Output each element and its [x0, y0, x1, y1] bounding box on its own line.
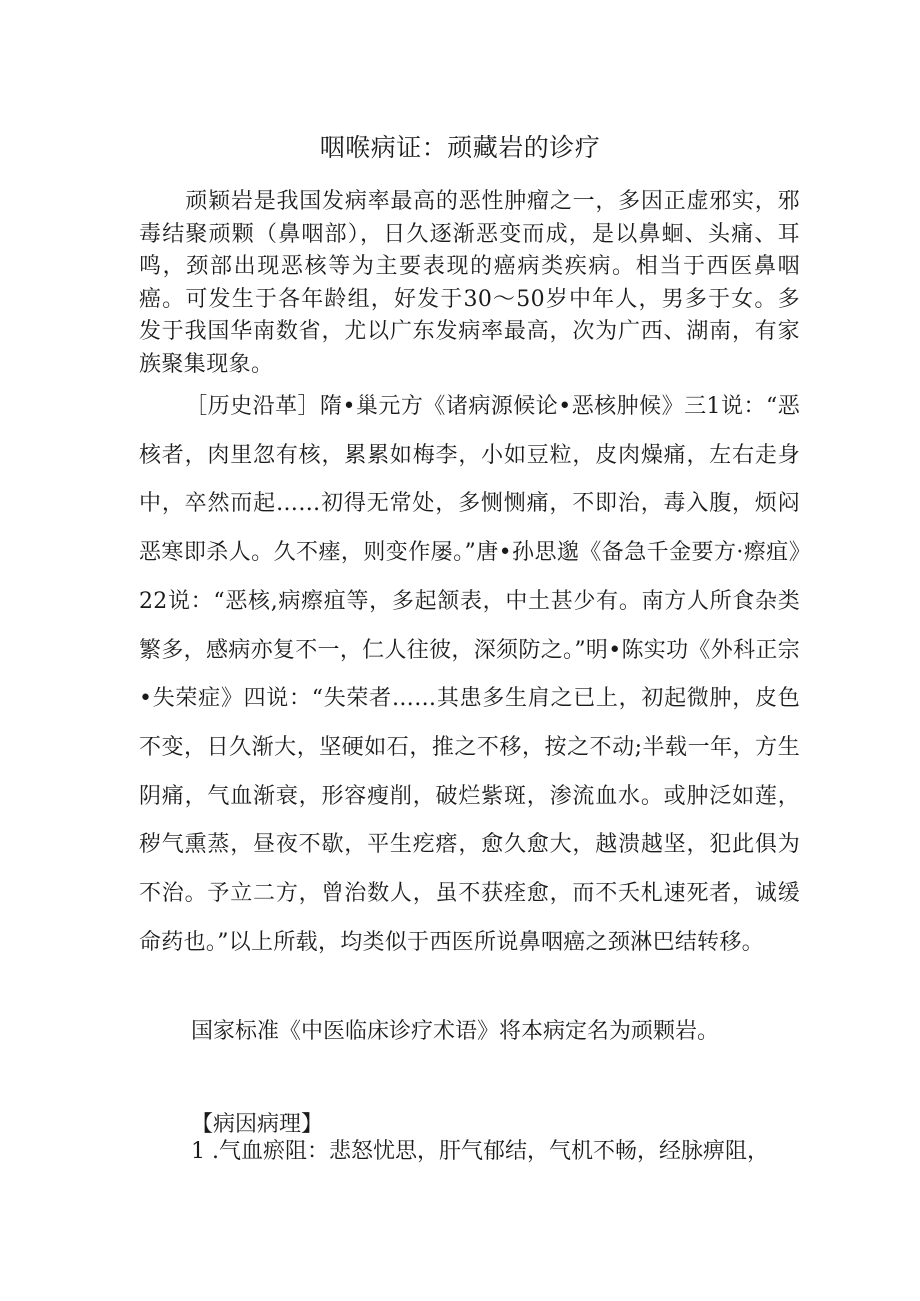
standard-text: 国家标准《中医临床诊疗术语》将本病定名为顽颗岩。 — [191, 1019, 720, 1044]
intro-text: 顽颖岩是我国发病率最高的恶性肿瘤之一，多因正虚邪实，邪毒结聚顽颗（鼻咽部），日久逐渐恶变而成，是以鼻蛔、头痛、耳鸣，颈部出现恶核等为主要表现的癌病类疾病。相当于西医鼻咽癌。可发生于各年龄组，好发于30～50岁中年人，男多于女。多发于我国华南数省，尤以广东发病率最高，次为广西、湖南，有家族聚集现象。 — [139, 189, 800, 377]
cause-item-1-text: 1 .气血瘀阻：悲怒忧思，肝气郁结，气机不畅，经脉痹阻， — [191, 1139, 769, 1164]
cause-item-1 — [139, 1136, 800, 1168]
document-title: 咽喉病证：顽藏岩的诊疗 — [319, 133, 601, 162]
intro-paragraph — [139, 186, 800, 382]
cause-heading-text: 【病因病理】 — [191, 1112, 324, 1137]
history-text: ［历史沿革］隋•巢元方《诸病源候论•恶核肿候》三1说：“恶核者，肉里忽有核，累累如梅李，小如豆粒，皮肉燥痛，左右走身中，卒然而起……初得无常处，多恻恻痛，不即治，毒入腹，烦闷恶寒即杀人。久不瘗，则变作屡。”唐•孙思邈《备急千金要方·瘵疽》22说：“恶核,病瘵疽等，多起颔表，中土甚少有。南方人所食杂类繁多，感病亦复不一，仁人往彼，深须防之。”明•陈实功《外科正宗•失荣症》四说：“失荣者……其患多生肩之已上，初起微肿，皮色不变，日久渐大，坚硬如石，推之不移，按之不动;半载一年，方生阴痛，气血渐衰，形容瘦削，破烂紫斑，渗流血水。或肿泛如莲，秽气熏蒸，昼夜不歇，平生疙瘩，愈久愈大，越溃越坚，犯此俱为不治。予立二方，曾治数人，虽不获痊愈，而不夭札速死者，诚缓命药也。”以上所载，均类似于西医所说鼻咽癌之颈淋巴结转移。 — [139, 394, 800, 955]
history-paragraph — [139, 383, 800, 967]
standard-paragraph — [139, 1016, 800, 1048]
